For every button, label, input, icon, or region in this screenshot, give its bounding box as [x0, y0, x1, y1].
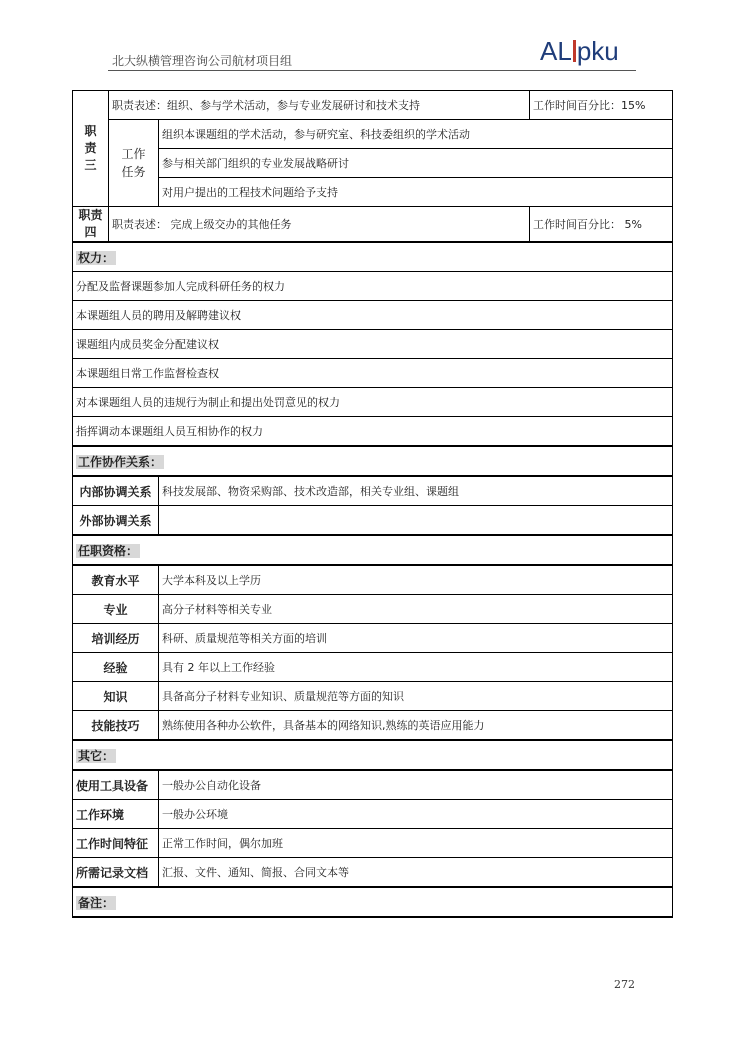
power-item-2: 本课题组人员的聘用及解聘建议权: [73, 301, 673, 330]
duty3-desc: 职责表述：组织、参与学术活动，参与专业发展研讨和技术支持: [109, 91, 530, 120]
power-item-6: 指挥调动本课题组人员互相协作的权力: [73, 417, 673, 447]
other-heading: 其它：: [73, 740, 673, 770]
external-coordination-label: 外部协调关系: [73, 506, 159, 536]
header-title: 北大纵横管理咨询公司航材项目组: [112, 54, 293, 68]
power-heading: 权力：: [73, 242, 673, 272]
other-value: 正常工作时间，偶尔加班: [159, 829, 673, 858]
other-value: 一般办公自动化设备: [159, 770, 673, 800]
remarks-heading: 备注：: [73, 887, 673, 917]
company-logo: [540, 36, 619, 67]
duty3-task-1: 组织本课题组的学术活动，参与研究室、科技委组织的学术活动: [159, 120, 673, 149]
other-label: 使用工具设备: [73, 770, 159, 800]
page-number: 272: [614, 978, 635, 991]
other-label: 所需记录文档: [73, 858, 159, 888]
other-value: 汇报、文件、通知、简报、合同文本等: [159, 858, 673, 888]
qualification-label: 知识: [73, 682, 159, 711]
header-divider: [108, 70, 636, 71]
cooperation-heading: 工作协作关系：: [73, 446, 673, 476]
qualification-label: 教育水平: [73, 565, 159, 595]
other-value: 一般办公环境: [159, 800, 673, 829]
external-coordination-value: [159, 506, 673, 536]
other-label: 工作时间特征: [73, 829, 159, 858]
qualification-heading: 任职资格：: [73, 535, 673, 565]
duty4-percent: 工作时间百分比： 5%: [530, 207, 673, 243]
logo-left: AL: [540, 36, 572, 66]
duty3-task-3: 对用户提出的工程技术问题给予支持: [159, 178, 673, 207]
qualification-value: 具备高分子材料专业知识、质量规范等方面的知识: [159, 682, 673, 711]
duty3-label: 职 责 三: [73, 91, 109, 207]
job-description-table: [72, 90, 673, 918]
duty3-task-label: 工作 任务: [109, 120, 159, 207]
qualification-value: 具有 2 年以上工作经验: [159, 653, 673, 682]
power-item-3: 课题组内成员奖金分配建议权: [73, 330, 673, 359]
qualification-value: 熟练使用各种办公软件，具备基本的网络知识,熟练的英语应用能力: [159, 711, 673, 741]
qualification-value: 高分子材料等相关专业: [159, 595, 673, 624]
duty3-task-2: 参与相关部门组织的专业发展战略研讨: [159, 149, 673, 178]
qualification-label: 技能技巧: [73, 711, 159, 741]
duty4-label: 职责 四: [73, 207, 109, 243]
power-item-1: 分配及监督课题参加人完成科研任务的权力: [73, 272, 673, 301]
logo-bar: [573, 40, 576, 62]
qualification-value: 大学本科及以上学历: [159, 565, 673, 595]
internal-coordination-label: 内部协调关系: [73, 476, 159, 506]
qualification-value: 科研、质量规范等相关方面的培训: [159, 624, 673, 653]
logo-right: pku: [576, 36, 619, 66]
power-item-5: 对本课题组人员的违规行为制止和提出处罚意见的权力: [73, 388, 673, 417]
other-label: 工作环境: [73, 800, 159, 829]
qualification-label: 经验: [73, 653, 159, 682]
qualification-label: 培训经历: [73, 624, 159, 653]
duty4-desc: 职责表述： 完成上级交办的其他任务: [109, 207, 530, 243]
power-item-4: 本课题组日常工作监督检查权: [73, 359, 673, 388]
duty3-percent: 工作时间百分比：15%: [530, 91, 673, 120]
internal-coordination-value: 科技发展部、物资采购部、技术改造部，相关专业组、课题组: [159, 476, 673, 506]
qualification-label: 专业: [73, 595, 159, 624]
